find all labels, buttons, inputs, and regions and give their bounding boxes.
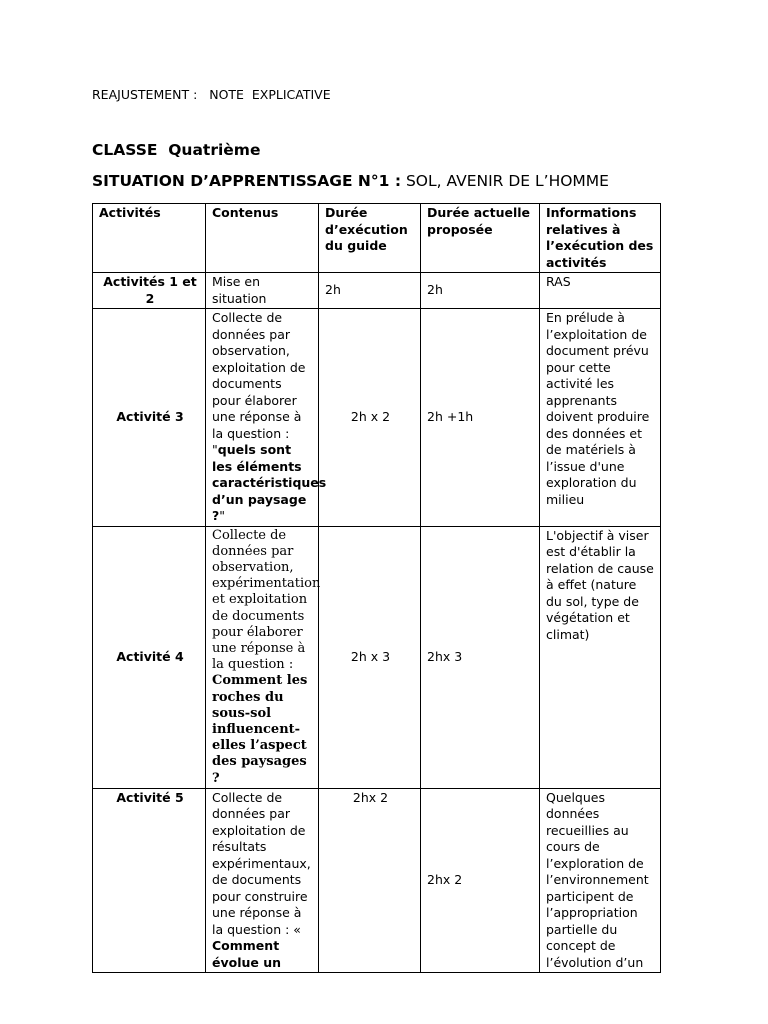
header-duree-guide: Durée d’exécution du guide [319,204,421,273]
row-guide-duration: 2h [319,273,421,309]
table-row [93,309,661,527]
row-proposed-duration: 2hx 2 [421,788,540,973]
class-heading: CLASSE Quatrième [92,141,261,159]
row-proposed-duration: 2h [421,273,540,309]
situation-label: SITUATION D’APPRENTISSAGE N°1 : [92,172,402,190]
situation-heading [92,172,609,190]
row-proposed-duration: 2h +1h [421,309,540,527]
activities-table [92,203,661,973]
row-activity: Activité 3 [93,309,206,527]
row-activity: Activité 5 [93,788,206,973]
row-content: Mise en situation [206,273,319,309]
row-content: Collecte de données par observation, exploitation de documents pour élaborer une réponse à la question : "quels sont les éléments caractéristiques d’un paysage ?" [206,309,319,527]
table-header-row [93,204,661,273]
header-duree-proposee: Durée actuelle proposée [421,204,540,273]
row-proposed-duration: 2hx 3 [421,526,540,788]
header-contenus: Contenus [206,204,319,273]
document-subtitle: REAJUSTEMENT : NOTE EXPLICATIVE [92,87,331,102]
row-activity: Activité 4 [93,526,206,788]
row-info: L'objectif à viser est d'établir la relation de cause à effet (nature du sol, type de végétation et climat) [540,526,661,788]
row-guide-duration: 2h x 2 [319,309,421,527]
table-row [93,788,661,973]
header-activites: Activités [93,204,206,273]
table-row [93,526,661,788]
row-guide-duration: 2h x 3 [319,526,421,788]
row-content: Collecte de données par exploitation de résultats expérimentaux, de documents pour construire une réponse à la question : « Comment évolue un [206,788,319,973]
row-info: En prélude à l’exploitation de document prévu pour cette activité les apprenants doivent produire des données et de matériels à l’issue d'une exploration du milieu [540,309,661,527]
row-activity: Activités 1 et 2 [93,273,206,309]
situation-title: SOL, AVENIR DE L’HOMME [401,172,609,190]
row-info: Quelques données recueillies au cours de l’exploration de l’environnement participent de l’appropriation partielle du concept de l’évolution d’un [540,788,661,973]
table-row [93,273,661,309]
header-informations: Informations relatives à l’exécution des activités [540,204,661,273]
row-info: RAS [540,273,661,309]
row-guide-duration: 2hx 2 [319,788,421,973]
row-content: Collecte de données par observation, expérimentation et exploitation de documents pour élaborer une réponse à la question : Comment les roches du sous-sol influencent-elles l’aspect des paysages ? [206,526,319,788]
